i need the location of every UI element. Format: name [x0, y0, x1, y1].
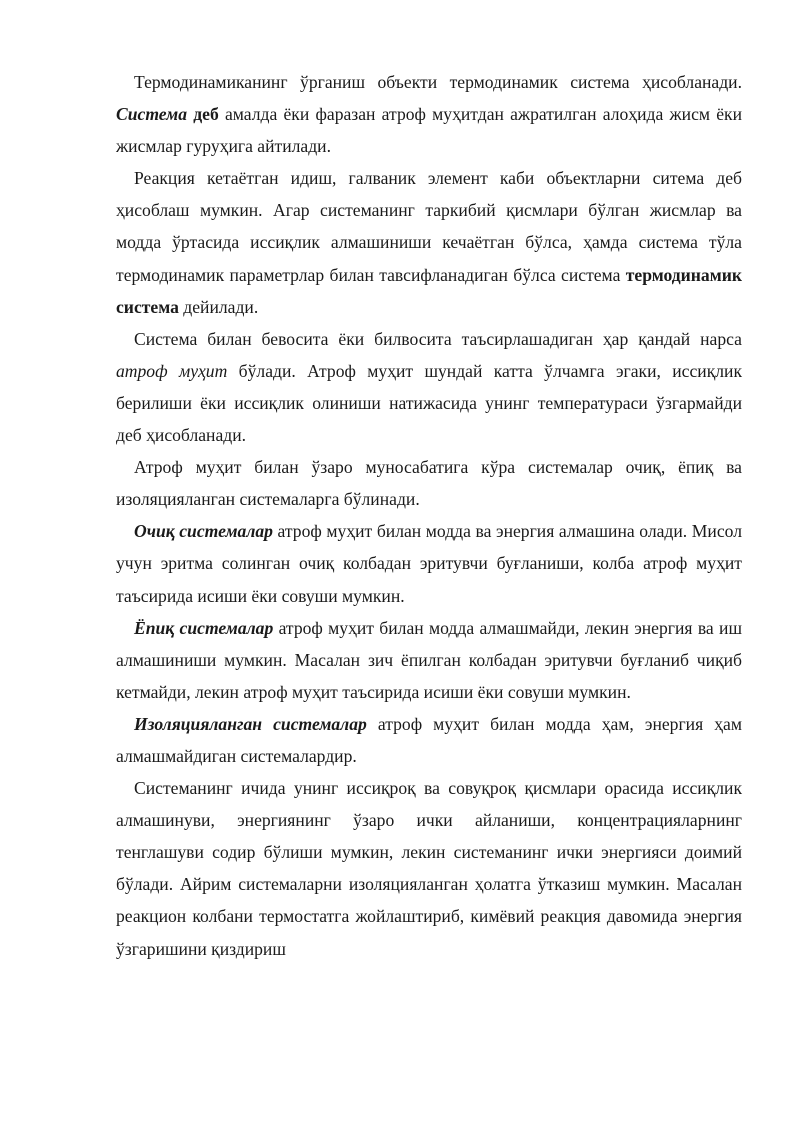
term-deb: деб — [193, 104, 219, 125]
text-run: Термодинамиканинг ўрганиш объекти термодинамик система ҳисобланади. — [134, 72, 742, 92]
text-run: бўлади. Атроф муҳит шундай катта ўлчамга эгаки, иссиқлик берилиши ёки иссиқлик олиниши натижасида унинг температураси ўзгармайди деб ҳисобланади. — [116, 360, 742, 446]
term-system: Система — [116, 104, 188, 125]
paragraph-system-definition — [116, 66, 742, 162]
paragraph-thermodynamic-system — [116, 162, 742, 322]
text-run: Система билан бевосита ёки билвосита таъсирлашадиган ҳар қандай нарса — [134, 328, 742, 349]
term-environment: атроф муҳит — [116, 360, 228, 381]
text-run: атроф муҳит билан модда ҳам, энергия ҳам алмашмайдиган системалардир. — [116, 713, 742, 766]
text-run: атроф муҳит билан модда ва энергия алмашина олади. Мисол учун эритма солинган очиқ колбадан эритувчи буғланиши, колба атроф муҳит таъсирида исиши ёки совуши мумкин. — [116, 521, 742, 606]
paragraph-closed-systems — [116, 612, 742, 708]
paragraph-isolated-systems — [116, 708, 742, 772]
text-run: Реакция кетаётган идиш, галваник элемент каби объектларни ситема деб ҳисоблаш мумкин. Агар системанинг таркибий қисмлари бўлган жисмлар ва модда ўртасида иссиқлик алмашиниши кечаётган бўлса, ҳамда система тўла термодинамик параметрлар билан тавсифланадиган бўлса система — [116, 168, 742, 285]
paragraph-open-systems — [116, 515, 742, 611]
term-closed-systems: Ёпиқ системалар — [134, 617, 274, 638]
term-isolated-systems: Изоляцияланган системалар — [134, 713, 367, 734]
text-run: Атроф муҳит билан ўзаро муносабатига кўра системалар очиқ, ёпиқ ва изоляцияланган системаларга бўлинади. — [116, 457, 742, 510]
text-run: дейилади. — [178, 296, 259, 317]
term-open-systems: Очиқ системалар — [134, 521, 273, 542]
text-run: амалда ёки фаразан атроф муҳитдан ажратилган алоҳида жисм ёки жисмлар гуруҳига айтилади. — [116, 104, 742, 157]
text-run: атроф муҳит билан модда алмашмайди, лекин энергия ва иш алмашиниши мумкин. Масалан зич ёпилган колбадан эритувчи буғланиб чиқиб кетмайди, лекин атроф муҳит таъсирида исиши ёки совуши мумкин. — [116, 617, 742, 702]
text-run: Системанинг ичида унинг иссиқроқ ва совуқроқ қисмлари орасида иссиқлик алмашинуви, энергиянинг ўзаро ички айланиши, концентрацияларнинг тенглашуви содир бўлиши мумкин, лекин системанинг ички энергияси доимий бўлади. Айрим системаларни изоляцияланган ҳолатга ўтказиш мумкин. Масалан реакцион колбани термостатга жойлаштириб, кимёвий реакция давомида энергия ўзгаришини қиздириш — [116, 778, 742, 959]
term-thermodynamic-system: термодинамик система — [116, 264, 742, 317]
paragraph-internal-exchange — [116, 772, 742, 965]
paragraph-system-classification — [116, 451, 742, 515]
paragraph-environment — [116, 323, 742, 451]
